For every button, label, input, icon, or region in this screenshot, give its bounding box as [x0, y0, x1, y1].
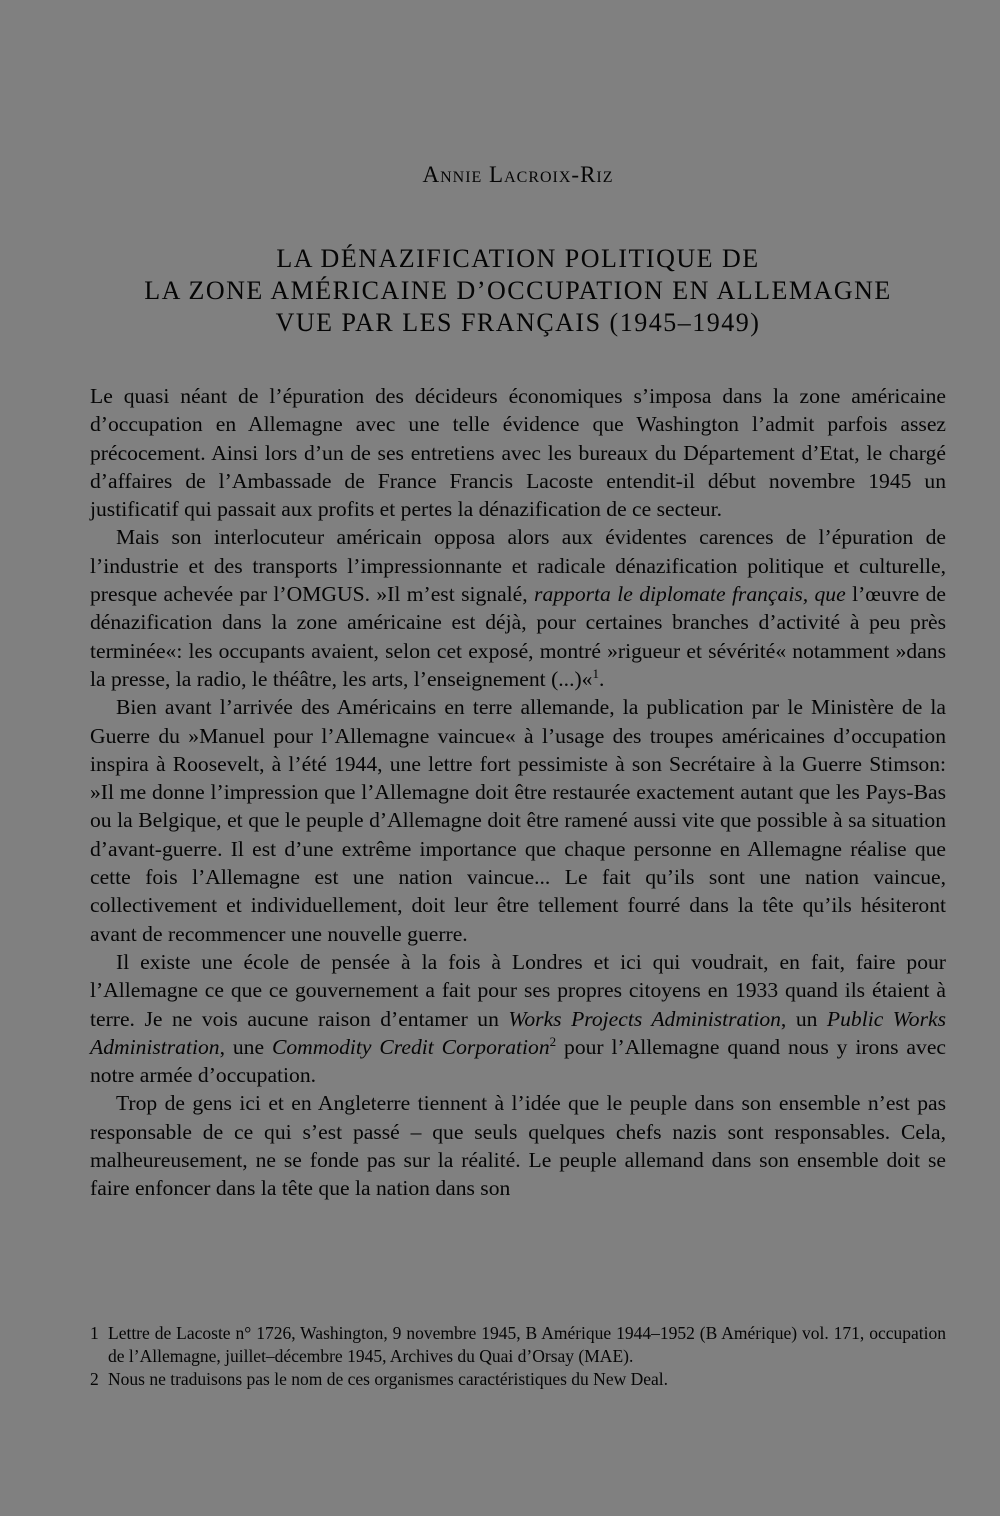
footnote-number: 1 — [90, 1323, 99, 1343]
footnotes — [90, 1322, 946, 1391]
footnote-text: Lettre de Lacoste n° 1726, Washington, 9 novembre 1945, B Amérique 1944–1952 (B Amérique) vol. 171, occupation de l’Allemagne, juillet–décembre 1945, Archives du Quai d’Orsay (MAE). — [108, 1323, 946, 1366]
title-line-3: VUE PAR LES FRANÇAIS (1945–1949) — [275, 308, 761, 337]
paragraph-2-end: . — [598, 666, 605, 691]
paragraph-4-text-a: Il existe une école de pensée à la fois à Londres et ici qui voudrait, en fait, faire pour l’Allemagne ce que ce gouvernement a fait pour ses propres citoyens en 1933 quand ils étaient à terre. Je ne vois aucune raison d’entamer un — [90, 949, 946, 1031]
paragraph-4-sep-2: , une — [219, 1034, 272, 1059]
paragraph-3: Bien avant l’arrivée des Américains en terre allemande, la publication par le Ministère de la Guerre du »Manuel pour l’Allemagne vaincue« à l’usage des troupes américaines d’occupation inspira à Roosevelt, à l’été 1944, une lettre fort pessimiste à son Secrétaire à la Guerre Stimson: »Il me donne l’impression que l’Allemagne doit être restaurée exactement autant que les Pays-Bas ou la Belgique, et que le peuple d’Allemagne doit être ramené aussi vite que possible à sa situation d’avant-guerre. Il est d’une extrême importance que chaque personne en Allemagne réalise que cette fois l’Allemagne est une nation vaincue... Le fait qu’ils sont une nation vaincue, collectivement et individuellement, doit leur être tellement fourré dans la tête qu’ils hésiteront avant de recommencer une nouvelle guerre. — [90, 695, 946, 946]
paragraph-5: Trop de gens ici et en Angleterre tiennent à l’idée que le peuple dans son ensemble n’est pas responsable de ce qui s’est passé – que seuls quelques chefs nazis sont responsables. Cela, malheureusement, ne se fonde pas sur la réalité. Le peuple allemand dans son ensemble doit se faire enfoncer dans la tête que la nation dans son — [90, 1091, 946, 1201]
footnote-number: 2 — [90, 1369, 99, 1389]
footnote-text: Nous ne traduisons pas le nom de ces organismes caractéristiques du New Deal. — [108, 1369, 669, 1389]
article-body — [90, 382, 946, 1203]
paragraph-2-text-a: Mais son interlocuteur américain opposa alors aux évidentes carences de l’épuration de l’industrie et des transports l’impressionnante et radicale dénazification politique et culturelle, presque achevée par l’OMGUS. »Il m’est signalé, — [90, 525, 946, 607]
article-title — [90, 243, 946, 339]
author-name: Annie Lacroix-Riz — [422, 162, 614, 187]
paragraph-4-italic-3: Commodity Credit Corporation — [271, 1034, 550, 1059]
title-line-2: LA ZONE AMÉRICAINE D’OCCUPATION EN ALLEMAGNE — [144, 276, 892, 305]
footnote-ref-2[interactable]: 2 — [549, 1033, 557, 1049]
paragraph-2 — [90, 523, 946, 693]
paragraph-4-italic-1: Works Projects Administration — [508, 1006, 781, 1031]
footnote-ref-1[interactable]: 1 — [592, 665, 599, 681]
footnote-2 — [90, 1368, 946, 1391]
paragraph-1: Le quasi néant de l’épuration des décideurs économiques s’imposa dans la zone américaine d’occupation en Allemagne avec une telle évidence que Washington l’admit parfois assez précocement. Ainsi lors d’un de ses entretiens avec les bureaux du Département d’Etat, le chargé d’affaires de l’Ambassade de France Francis Lacoste entendit-il début novembre 1945 un justificatif qui passait aux profits et pertes la dénazification de ce secteur. — [90, 384, 946, 522]
paragraph-4 — [90, 948, 946, 1089]
paragraph-4-sep-1: , un — [780, 1006, 827, 1031]
paragraph-2-text-b: l’œuvre de dénazification dans la zone américaine est déjà, pour certaines branches d’activité à peu près terminée«: les occupants avaient, selon cet exposé, montré »rigueur et sévérité« notamment »dans la presse, la radio, le théâtre, les arts, l’enseignement (...)« — [90, 582, 946, 691]
paragraph-4-text-b: pour l’Allemagne quand nous y irons avec notre armée d’occupation. — [90, 1034, 946, 1088]
footnote-1 — [90, 1322, 946, 1368]
paragraph-4-italic-2: Public Works Administration — [90, 1006, 946, 1059]
title-line-1: LA DÉNAZIFICATION POLITIQUE DE — [276, 244, 760, 273]
paragraph-2-italic: rapporta le diplomate français, que — [534, 582, 846, 607]
